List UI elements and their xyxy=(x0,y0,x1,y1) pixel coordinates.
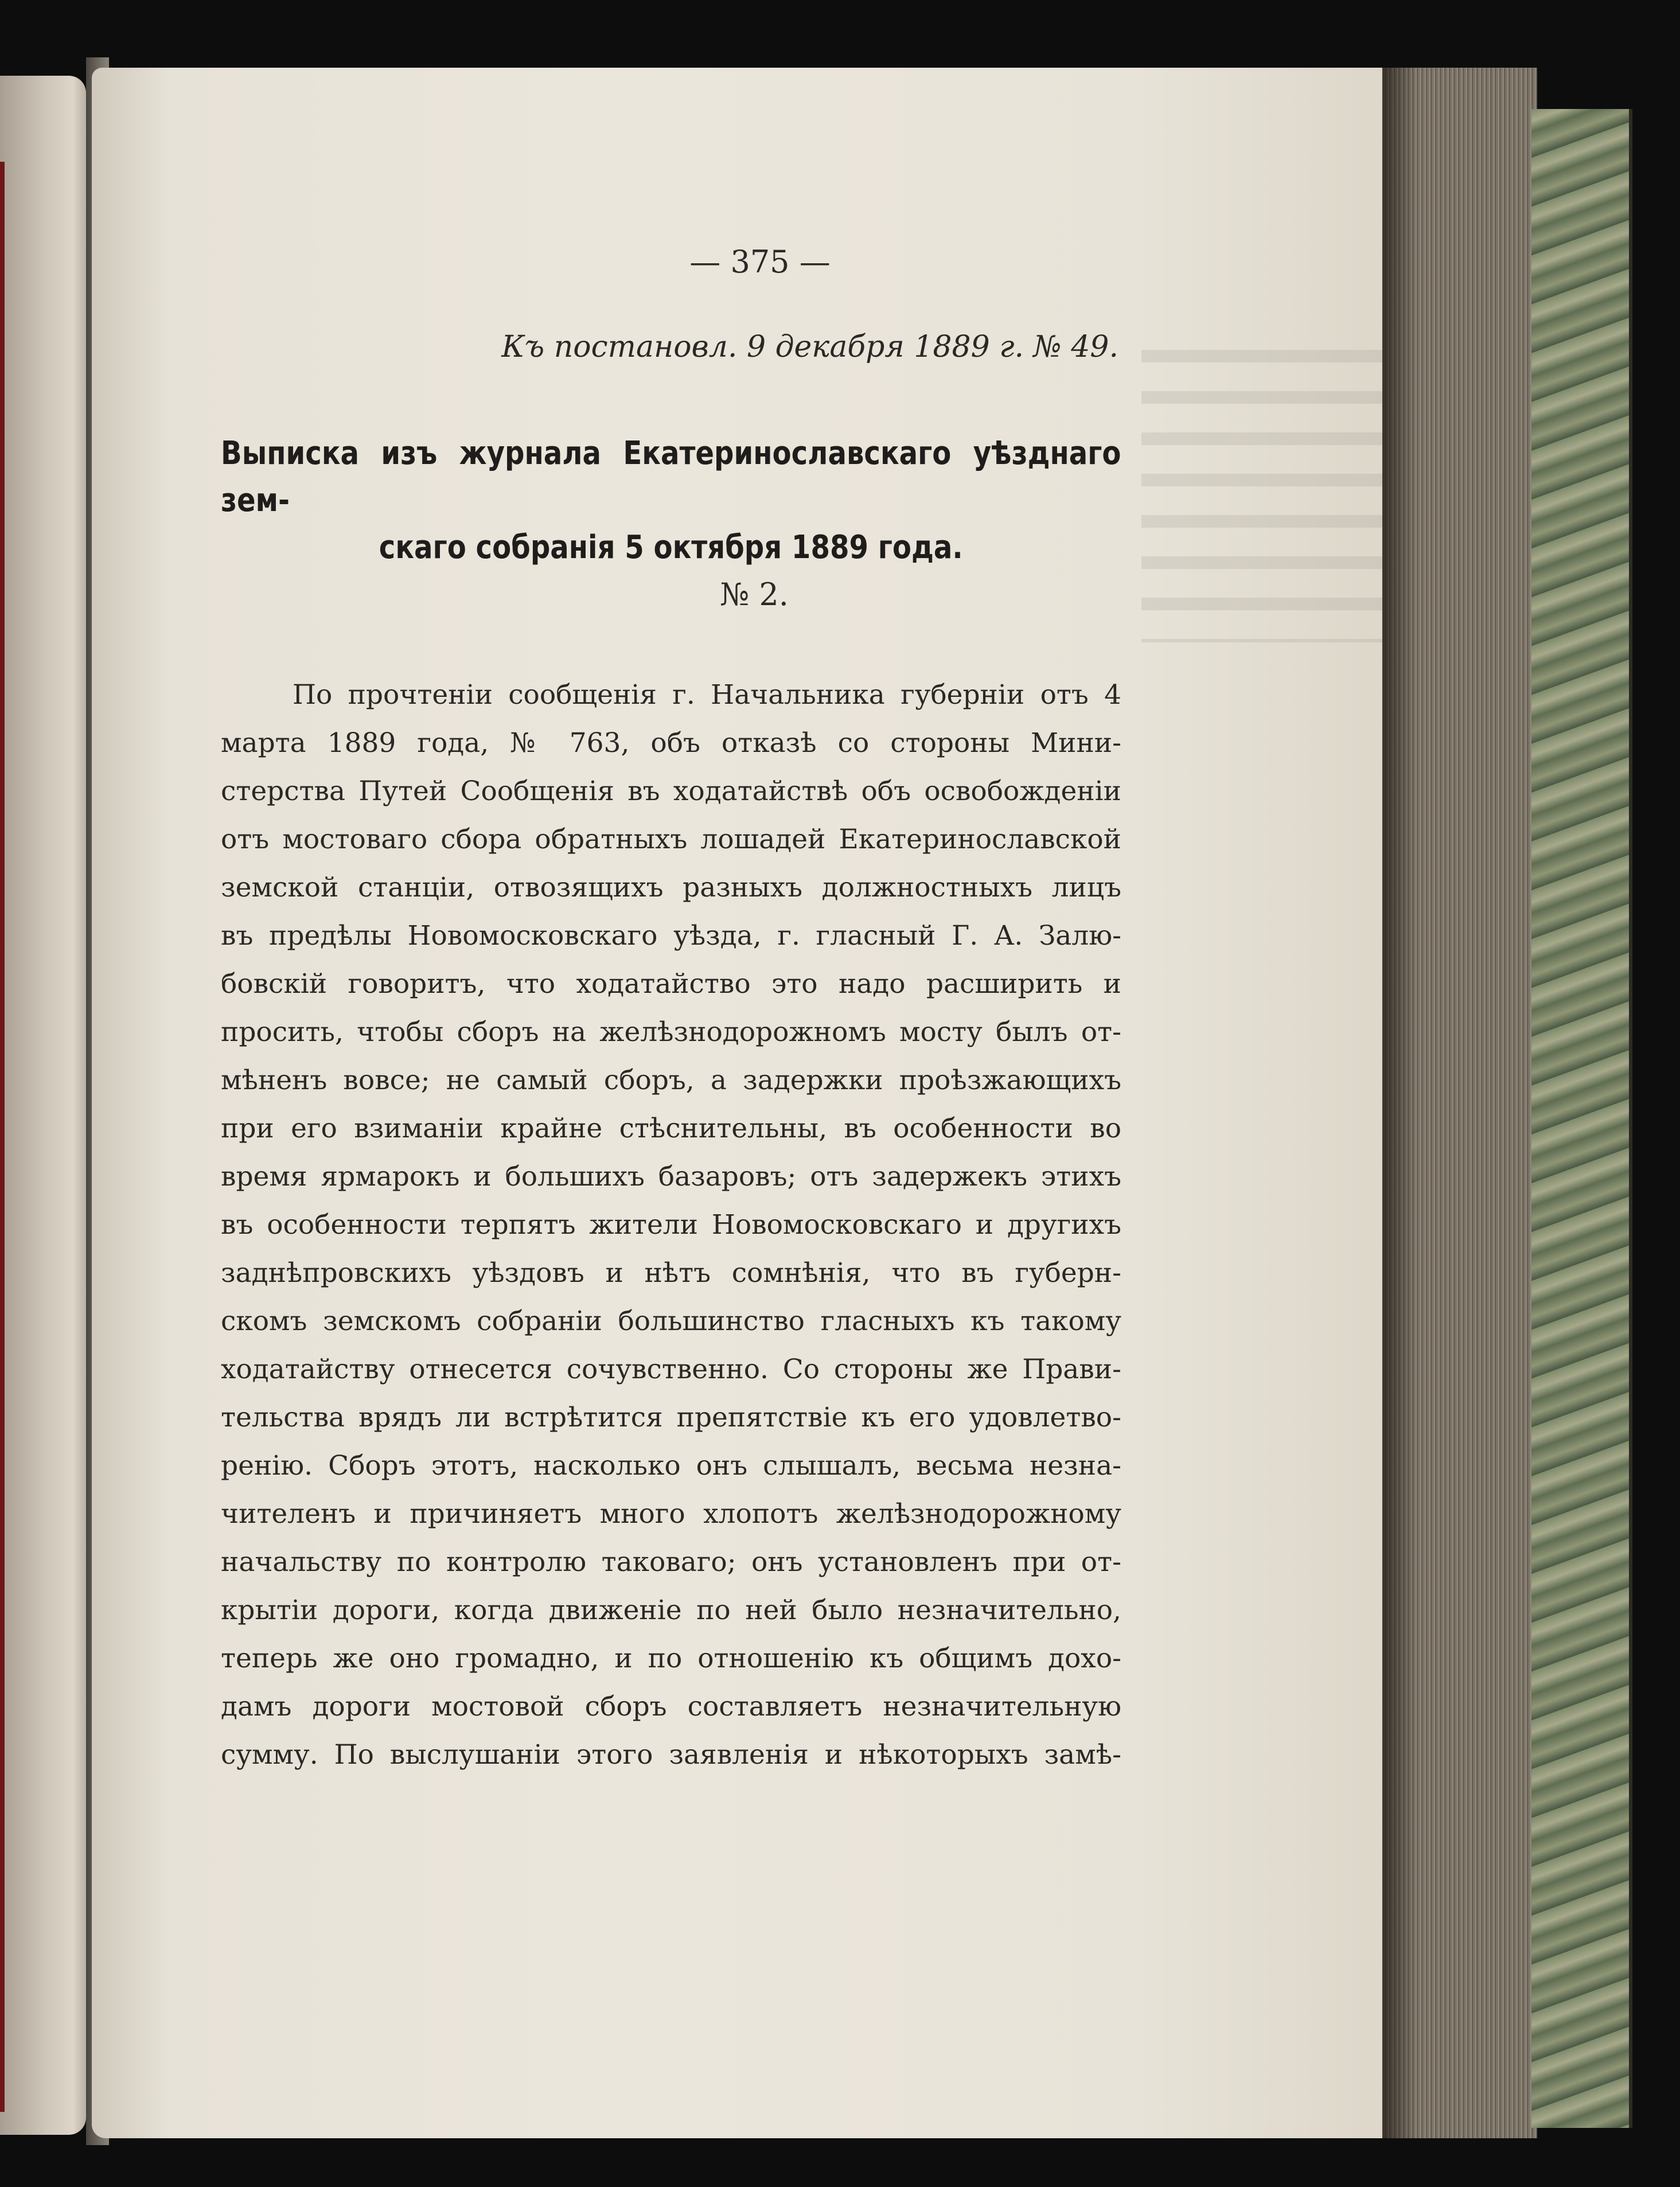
body-line: чителенъ и причиняетъ много хлопотъ желѣзнодорожному xyxy=(221,1498,1121,1530)
title-line-2: скаго собранія 5 октября 1889 года. xyxy=(379,529,963,566)
body-line: заднѣпровскихъ уѣздовъ и нѣтъ сомнѣнія, что въ губерн- xyxy=(221,1257,1121,1289)
body-paragraph xyxy=(221,671,1121,1779)
body-line: ренію. Сборъ этотъ, насколько онъ слышалъ, весьма незна- xyxy=(221,1450,1121,1482)
body-line: теперь же оно громадно, и по отношенію къ общимъ дохо- xyxy=(221,1643,1121,1674)
body-line: просить, чтобы сборъ на желѣзнодорожномъ мосту былъ от- xyxy=(221,1016,1121,1048)
body-line: мѣненъ вовсе; не самый сборъ, а задержки проѣзжающихъ xyxy=(221,1065,1121,1096)
page-number: — 375 — xyxy=(689,244,831,280)
title-line-1: Выписка изъ журнала Екатеринославскаго уѣзднаго зем- xyxy=(221,435,1121,519)
body-line: крытіи дороги, когда движеніе по ней было незначительно, xyxy=(221,1595,1121,1626)
body-line: въ особенности терпятъ жители Новомосковскаго и другихъ xyxy=(221,1209,1121,1241)
resolution-reference: Къ постановл. 9 декабря 1889 г. № 49. xyxy=(501,330,1118,364)
body-line: стерства Путей Сообщенія въ ходатайствѣ объ освобожденіи xyxy=(221,775,1121,807)
body-line: По прочтеніи сообщенія г. Начальника губерніи отъ 4 xyxy=(293,679,1121,711)
body-line: марта 1889 года, № 763, объ отказѣ со стороны Мини- xyxy=(221,727,1121,759)
body-line: при его взиманіи крайне стѣснительны, въ особенности во xyxy=(221,1113,1121,1144)
document-title xyxy=(221,430,1121,571)
marbled-cover xyxy=(1531,109,1632,2128)
body-line: ходатайству отнесется сочувственно. Со стороны же Прави- xyxy=(221,1354,1121,1385)
item-number: № 2. xyxy=(720,576,789,613)
body-line: земской станціи, отвозящихъ разныхъ должностныхъ лицъ xyxy=(221,872,1121,903)
body-line: сумму. По выслушаніи этого заявленія и нѣкоторыхъ замѣ- xyxy=(221,1739,1121,1771)
page-edge-shadow xyxy=(1382,68,1417,2138)
left-facing-page xyxy=(0,76,86,2135)
body-line: бовскій говоритъ, что ходатайство это надо расширить и xyxy=(221,968,1121,1000)
body-line: въ предѣлы Новомосковскаго уѣзда, г. гласный Г. А. Залю- xyxy=(221,920,1121,952)
body-line: дамъ дороги мостовой сборъ составляетъ незначительную xyxy=(221,1691,1121,1722)
body-line: время ярмарокъ и большихъ базаровъ; отъ задержекъ этихъ xyxy=(221,1161,1121,1192)
left-page-edge xyxy=(0,162,5,2112)
body-line: тельства врядъ ли встрѣтится препятствіе къ его удовлетво- xyxy=(221,1402,1121,1433)
body-line: начальству по контролю таковаго; онъ установленъ при от- xyxy=(221,1546,1121,1578)
body-line: отъ мостоваго сбора обратныхъ лошадей Екатеринославской xyxy=(221,824,1121,855)
body-line: скомъ земскомъ собраніи большинство гласныхъ къ такому xyxy=(221,1305,1121,1337)
